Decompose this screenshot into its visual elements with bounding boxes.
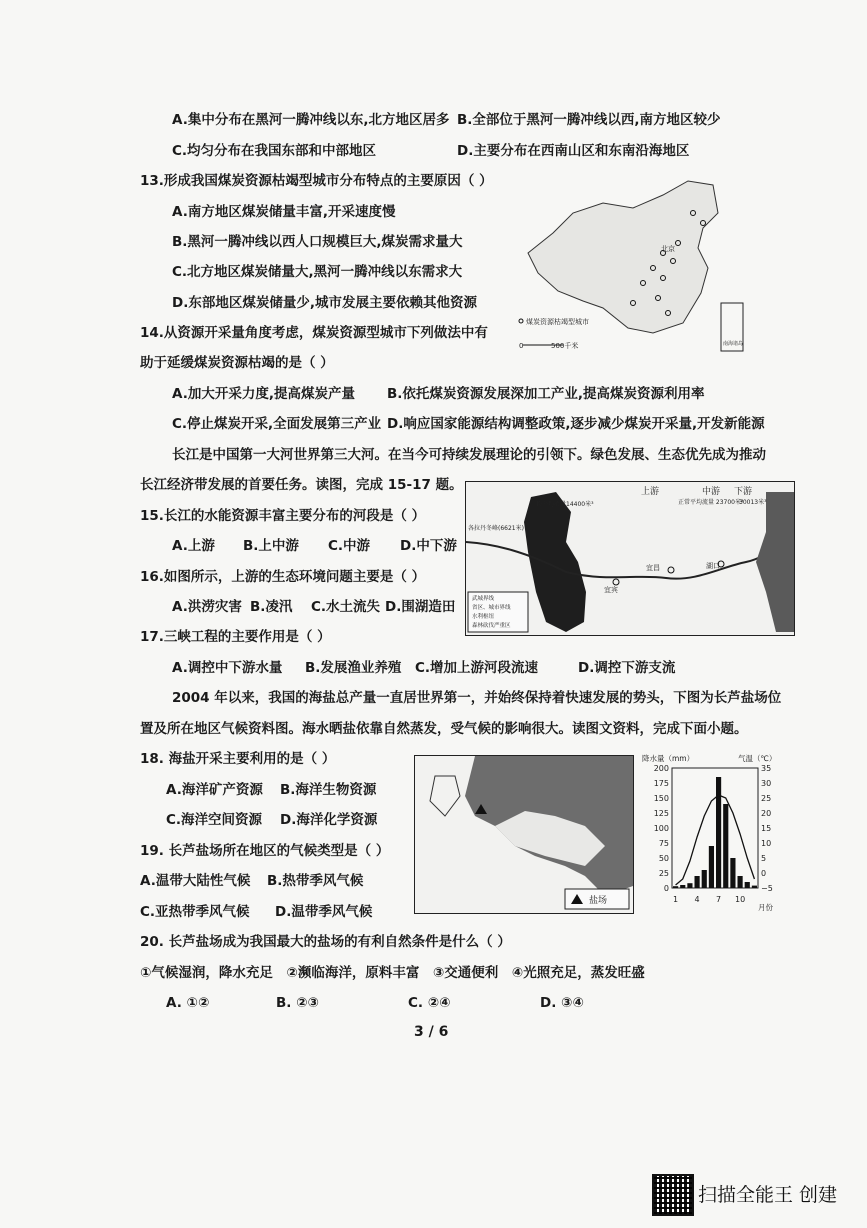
q14-stem-line1: 14.从资源开采量角度考虑，煤炭资源型城市下列做法中有 [140,325,488,341]
q18-option-a: A.海洋矿产资源 [166,782,263,798]
q15-option-a: A.上游 [172,538,215,554]
q17-stem: 17.三峡工程的主要作用是（ ） [140,629,331,645]
precipitation-bar [723,804,728,888]
q12-option-a: A.集中分布在黑河一腾冲线以东,北方地区居多 [172,112,450,128]
chart-left-tick: 150 [653,794,669,803]
precipitation-bar [716,777,721,888]
chart-left-tick: 100 [653,824,669,833]
q15-stem: 15.长江的水能资源丰富主要分布的河段是（ ） [140,508,426,524]
precipitation-bar [680,885,685,888]
q14-option-c: C.停止煤炭开采,全面发展第三产业 [172,416,382,432]
q20-option-b: B. ②③ [276,995,319,1011]
q20-option-c: C. ②④ [408,995,451,1011]
passage2-line1: 2004 年以来，我国的海盐总产量一直居世界第一，并始终保持着快速发展的势头，下图为长芦盐场位 [172,690,782,706]
q20-stem: 20. 长芦盐场成为我国最大的盐场的有利自然条件是什么（ ） [140,934,511,950]
qr-code-icon [652,1174,694,1216]
q17-option-b: B.发展渔业养殖 [305,660,402,676]
q19-option-b: B.热带季风气候 [267,873,364,889]
map2-yibin: 宜宾 [604,586,618,594]
map2-hukou: 湖口 [706,562,720,570]
q16-stem: 16.如图所示，上游的生态环境问题主要是（ ） [140,569,426,585]
precipitation-bar [745,882,750,888]
q18-stem: 18. 海盐开采主要利用的是（ ） [140,751,336,767]
map2-legend2: 省区、城市界线 [472,605,511,611]
map2-middle-len: 正常平均流量 23700米³ [678,499,744,506]
chart-left-tick: 25 [658,869,669,878]
q14-option-b: B.依托煤炭资源发展深加工产业,提高煤炭资源利用率 [387,386,705,402]
passage1-line2: 长江经济带发展的首要任务。读图，完成 15-17 题。 [140,477,463,493]
chart-left-tick: 175 [653,779,669,788]
q19-option-a: A.温带大陆性气候 [140,873,251,889]
q18-option-d: D.海洋化学资源 [280,812,378,828]
passage1-line1: 长江是中国第一大河世界第三大河。在当今可持续发展理论的引领下。绿色发展、生态优先成为推动 [172,447,766,463]
map2-lower-len: 30013米³ [739,499,767,506]
passage2-line2: 置及所在地区气候资料图。海水晒盐依靠自然蒸发，受气候的影响很大。读图文资料，完成下面小题。 [140,721,748,737]
q17-option-a: A.调控中下游水量 [172,660,283,676]
chart-xlabel: 月份 [758,903,773,912]
q18-option-c: C.海洋空间资源 [166,812,263,828]
chart-ylabel-right: 气温（℃） [738,754,777,763]
map2-lower: 下游 [734,487,753,497]
chart-x-tick: 1 [673,895,679,904]
q14-option-d: D.响应国家能源结构调整政策,逐步减少煤炭开采量,开发新能源 [387,416,765,432]
scanner-watermark: 扫描全能王 创建 [698,1184,838,1206]
chart-ylabel-left: 降水量（mm） [642,754,695,763]
chart-x-tick: 7 [716,895,722,904]
page-number: 3 / 6 [414,1024,449,1040]
q12-option-d: D.主要分布在西南山区和东南沿海地区 [457,143,690,159]
chart-right-tick: 15 [761,824,772,833]
q15-option-b: B.上中游 [243,538,299,554]
map2-yichang: 宜昌 [646,564,660,572]
chart-right-tick: 20 [761,809,772,818]
map2-middle: 中游 [702,487,721,497]
q15-option-c: C.中游 [328,538,371,554]
chart-right-tick: 5 [761,854,767,863]
chart-right-tick: 10 [761,839,772,848]
precipitation-bar [702,870,707,888]
chart-right-tick: 0 [761,869,767,878]
map2-legend1: 武城界线 [472,596,495,602]
q14-stem-line2: 助于延缓煤炭资源枯竭的是（ ） [140,355,334,371]
chart-right-tick: 25 [761,794,772,803]
q19-option-c: C.亚热带季风气候 [140,904,250,920]
map1-scale: 500千米 [551,342,579,350]
q16-option-d: D.围湖造田 [385,599,456,615]
q13-option-c: C.北方地区煤炭储量大,黑河一腾冲线以东需求大 [172,264,463,280]
q19-option-d: D.温带季风气候 [275,904,373,920]
china-coal-city-map [512,172,746,364]
map1-legend: 煤炭资源枯竭型城市 [526,318,589,326]
precipitation-bar [695,876,700,888]
q12-option-c: C.均匀分布在我国东部和中部地区 [172,143,377,159]
q15-option-d: D.中下游 [400,538,457,554]
map1-scale-zero: 0 [519,342,524,350]
climate-chart [640,752,790,912]
q17-option-c: C.增加上游河段流速 [415,660,539,676]
q20-conditions: ①气候湿润，降水充足 ②濒临海洋，原料丰富 ③交通便利 ④光照充足，蒸发旺盛 [140,965,645,981]
q16-option-c: C.水土流失 [311,599,381,615]
precipitation-bar [738,876,743,888]
q13-option-b: B.黑河一腾冲线以西人口规模巨大,煤炭需求量大 [172,234,463,250]
q18-option-b: B.海洋生物资源 [280,782,377,798]
q13-option-d: D.东部地区煤炭储量少,城市发展主要依赖其他资源 [172,295,477,311]
chart-left-tick: 200 [653,764,669,773]
q14-option-a: A.加大开采力度,提高煤炭产量 [172,386,355,402]
q20-option-d: D. ③④ [540,995,584,1011]
temperature-line [676,795,755,885]
precipitation-bar [730,858,735,888]
precipitation-bar [673,886,678,888]
chart-right-tick: 30 [761,779,772,788]
map2-legend3: 水利枢纽 [472,614,495,620]
yangtze-river-map [465,481,795,636]
changlu-salt-field-map [414,755,634,914]
q12-option-b: B.全部位于黑河一腾冲线以西,南方地区较少 [457,112,721,128]
precipitation-bar [687,883,692,888]
precipitation-bar [709,846,714,888]
q17-option-d: D.调控下游支流 [578,660,676,676]
map2-upper: 上游 [641,487,660,497]
q19-stem: 19. 长芦盐场所在地区的气候类型是（ ） [140,843,390,859]
chart-frame [672,768,758,888]
chart-x-tick: 4 [694,895,700,904]
chart-right-tick: 35 [761,764,772,773]
q20-option-a: A. ①② [166,995,210,1011]
q16-option-b: B.凌汛 [250,599,293,615]
chart-left-tick: 0 [663,884,669,893]
chart-left-tick: 50 [658,854,669,863]
chart-right-tick: −5 [761,884,773,893]
q16-option-a: A.洪涝灾害 [172,599,242,615]
q13-option-a: A.南方地区煤炭储量丰富,开采速度慢 [172,204,396,220]
map3-legend: 盐场 [589,896,608,906]
map2-legend4: 森林砍伐严重区 [472,623,511,629]
chart-x-tick: 10 [734,895,746,904]
map1-beijing-label: 北京 [661,245,675,253]
chart-left-tick: 75 [658,839,669,848]
map1-inset-label: 南海诸岛 [723,341,744,347]
precipitation-bar [752,886,757,888]
q13-stem: 13.形成我国煤炭资源枯竭型城市分布特点的主要原因（ ） [140,173,493,189]
chart-left-tick: 125 [653,809,669,818]
map2-upper-len: 长平均流量14400米³ [536,501,594,508]
map2-source: 各拉丹冬峰(6621米) [468,525,524,532]
